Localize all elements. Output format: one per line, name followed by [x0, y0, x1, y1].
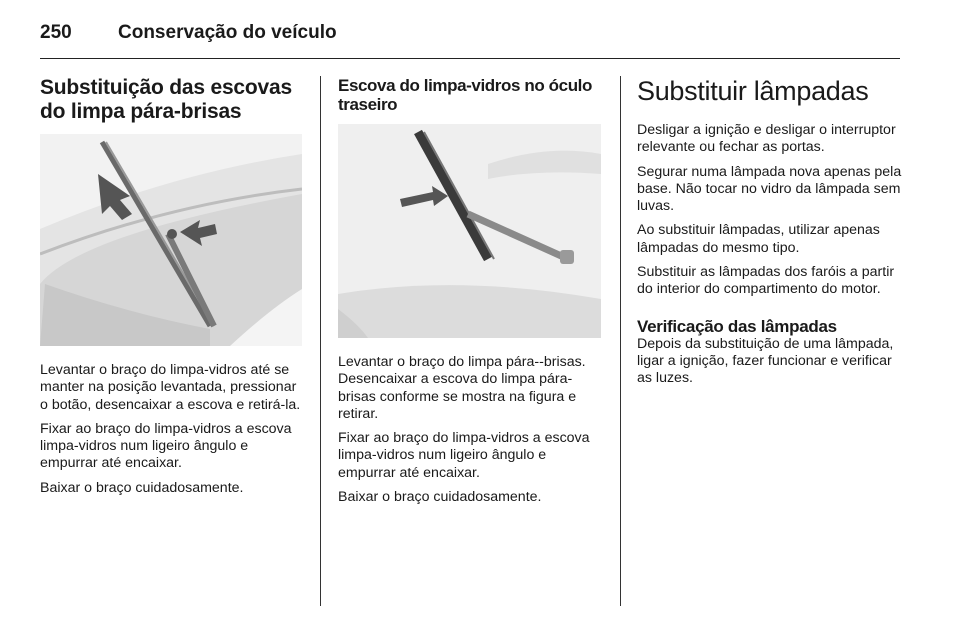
paragraph: Levantar o braço do limpa-vidros até se manter na posição levantada, pressionar o botão, desencaixar a escova e retirá-la.	[40, 362, 301, 413]
chapter-title: Conservação do veículo	[118, 22, 337, 43]
front-wiper-illustration	[40, 134, 302, 346]
rear-wiper-illustration	[338, 124, 601, 338]
page-header	[40, 18, 900, 59]
paragraph: Fixar ao braço do limpa-vidros a escova limpa-vidros num ligeiro ângulo e empurrar até encaixar.	[338, 430, 590, 481]
section-heading: Substituir lâmpadas	[637, 76, 869, 106]
column-rear-wiper	[338, 76, 603, 513]
section-heading: Escova do limpa-vidros no óculo traseiro	[338, 76, 592, 114]
paragraph: Baixar o braço cuidadosamente.	[338, 489, 542, 506]
paragraph: Ao substituir lâmpadas, utilizar apenas lâmpadas do mesmo tipo.	[637, 222, 880, 256]
column-front-wiper	[40, 76, 305, 504]
column-bulbs	[637, 76, 905, 395]
subsection-heading: Verificação das lâmpadas	[637, 316, 837, 336]
section-heading: Substituição das escovas do limpa pára-brisas	[40, 76, 292, 123]
paragraph: Depois da substituição de uma lâmpada, ligar a ignição, fazer funcionar e verificar as luzes.	[637, 335, 894, 387]
paragraph: Substituir as lâmpadas dos faróis a partir do interior do compartimento do motor.	[637, 264, 895, 298]
paragraph: Segurar numa lâmpada nova apenas pela base. Não tocar no vidro da lâmpada sem luvas.	[637, 163, 902, 215]
paragraph: Baixar o braço cuidadosamente.	[40, 479, 244, 496]
column-divider	[620, 76, 621, 606]
paragraph: Levantar o braço do limpa pára--brisas. Desencaixar a escova do limpa pára-brisas conforme se mostra na figura e retirar.	[338, 354, 586, 422]
column-divider	[320, 76, 321, 606]
paragraph: Desligar a ignição e desligar o interruptor relevante ou fechar as portas.	[637, 122, 896, 156]
page-number: 250	[40, 22, 72, 43]
paragraph: Fixar ao braço do limpa-vidros a escova limpa-vidros num ligeiro ângulo e empurrar até encaixar.	[40, 420, 292, 472]
